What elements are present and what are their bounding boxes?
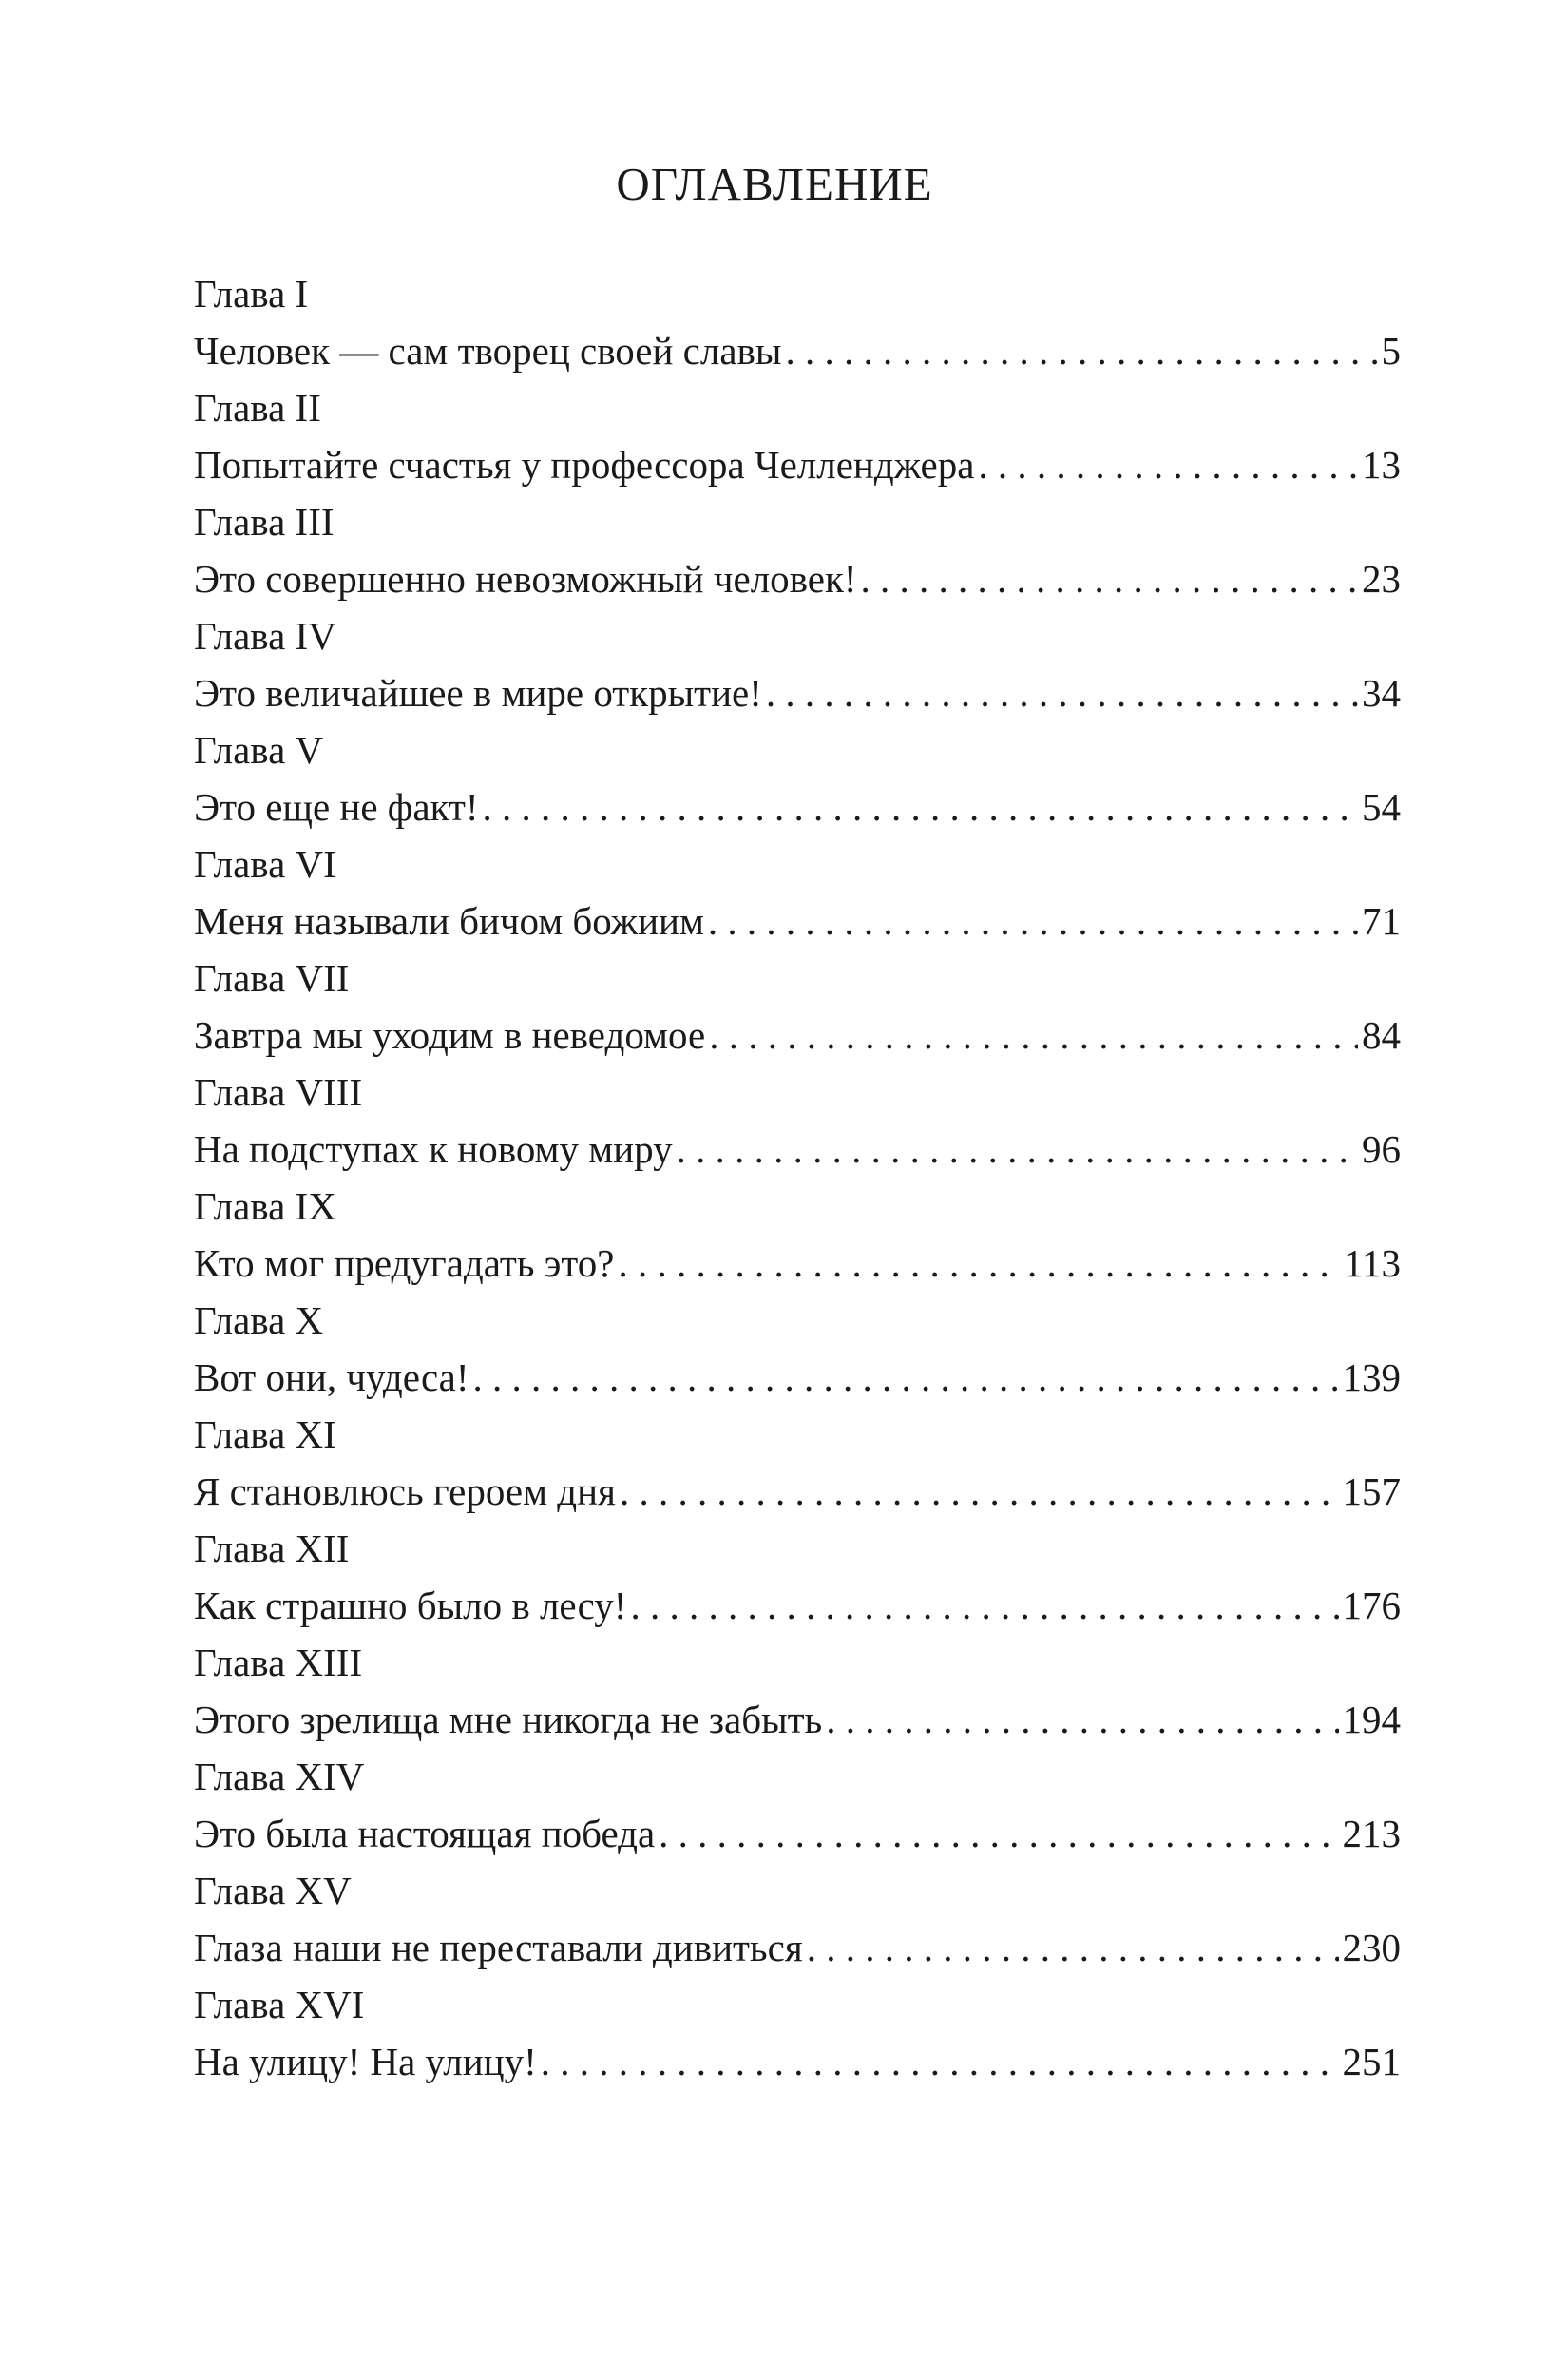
toc-entry	[194, 608, 1401, 722]
page-number: 71	[1362, 899, 1401, 943]
page-number: 139	[1342, 1355, 1401, 1399]
toc-line[interactable]	[194, 323, 1401, 380]
page-number: 251	[1342, 2040, 1401, 2083]
page-number: 23	[1362, 557, 1401, 601]
page-number: 96	[1362, 1127, 1401, 1171]
chapter-title: Это величайшее в мире открытие!	[194, 671, 762, 715]
page-title: ОГЛАВЛЕНИЕ	[616, 158, 933, 210]
dot-leader	[708, 893, 1358, 949]
dot-leader	[766, 665, 1358, 720]
toc-entry	[194, 380, 1401, 494]
toc-line[interactable]	[194, 2034, 1401, 2091]
chapter-label: Глава XII	[194, 1526, 350, 1570]
toc-line[interactable]	[194, 665, 1401, 722]
toc-entry	[194, 1635, 1401, 1749]
chapter-title: Попытайте счастья у профессора Челленджера	[194, 443, 975, 487]
dot-leader	[541, 2034, 1339, 2089]
chapter-label: Глава VIII	[194, 1070, 363, 1114]
toc-line[interactable]	[194, 1236, 1401, 1293]
toc-line[interactable]	[194, 1692, 1401, 1749]
page-number: 213	[1342, 1812, 1401, 1855]
page-number: 230	[1342, 1926, 1401, 1969]
toc-entry	[194, 494, 1401, 608]
chapter-label: Глава III	[194, 500, 335, 544]
dot-leader	[620, 1464, 1339, 1519]
toc-entry	[194, 1521, 1401, 1635]
toc-entry	[194, 950, 1401, 1065]
chapter-title: Как страшно было в лесу!	[194, 1583, 627, 1627]
page-number: 13	[1362, 443, 1401, 487]
toc-entry	[194, 1407, 1401, 1521]
table-of-contents	[194, 266, 1401, 2091]
page-number: 54	[1362, 785, 1401, 829]
toc-entry	[194, 1065, 1401, 1179]
dot-leader	[826, 1692, 1338, 1747]
chapter-label: Глава XV	[194, 1869, 352, 1912]
toc-line[interactable]	[194, 1464, 1401, 1521]
toc-line[interactable]	[194, 779, 1401, 836]
page-number: 176	[1342, 1583, 1401, 1627]
dot-leader	[978, 437, 1358, 492]
chapter-label: Глава IX	[194, 1184, 336, 1228]
chapter-label: Глава V	[194, 728, 324, 772]
toc-line[interactable]	[194, 1350, 1401, 1407]
page-number: 5	[1381, 329, 1401, 373]
toc-line[interactable]	[194, 1920, 1401, 1977]
page-number: 194	[1342, 1698, 1401, 1741]
toc-line[interactable]	[194, 1008, 1401, 1065]
chapter-title: Я становлюсь героем дня	[194, 1469, 616, 1513]
page-number: 34	[1362, 671, 1401, 715]
chapter-title: Завтра мы уходим в неведомое	[194, 1013, 706, 1057]
chapter-label: Глава XIII	[194, 1641, 363, 1684]
chapter-title: Человек — сам творец своей славы	[194, 329, 782, 373]
chapter-title: Меня называли бичом божиим	[194, 899, 704, 943]
chapter-title: Это еще не факт!	[194, 785, 479, 829]
chapter-label: Глава VII	[194, 956, 350, 1000]
toc-line[interactable]	[194, 1806, 1401, 1863]
chapter-title: Это совершенно невозможный человек!	[194, 557, 857, 601]
chapter-title: Этого зрелища мне никогда не забыть	[194, 1698, 823, 1741]
toc-entry	[194, 836, 1401, 950]
chapter-title: На подступах к новому миру	[194, 1127, 673, 1171]
chapter-title: Это была настоящая победа	[194, 1812, 656, 1855]
chapter-label: Глава XIV	[194, 1755, 365, 1798]
chapter-label: Глава I	[194, 272, 309, 316]
dot-leader	[709, 1008, 1358, 1063]
page-number: 113	[1344, 1241, 1401, 1285]
toc-entry	[194, 722, 1401, 836]
dot-leader	[861, 551, 1358, 606]
page-number: 84	[1362, 1013, 1401, 1057]
chapter-label: Глава XVI	[194, 1983, 365, 2026]
dot-leader	[483, 779, 1358, 835]
page-number: 157	[1342, 1469, 1401, 1513]
toc-line[interactable]	[194, 893, 1401, 950]
toc-line[interactable]	[194, 1122, 1401, 1179]
toc-line[interactable]	[194, 437, 1401, 494]
dot-leader	[473, 1350, 1339, 1405]
toc-entry	[194, 1977, 1401, 2091]
toc-line[interactable]	[194, 1578, 1401, 1635]
toc-entry	[194, 266, 1401, 380]
chapter-title: Глаза наши не переставали дивиться	[194, 1926, 803, 1969]
chapter-label: Глава VI	[194, 842, 336, 886]
toc-entry	[194, 1863, 1401, 1977]
dot-leader	[618, 1236, 1340, 1291]
chapter-label: Глава IV	[194, 614, 336, 658]
toc-entry	[194, 1179, 1401, 1293]
chapter-label: Глава X	[194, 1298, 324, 1342]
dot-leader	[785, 323, 1377, 378]
dot-leader	[677, 1122, 1358, 1177]
dot-leader	[807, 1920, 1339, 1975]
toc-entry	[194, 1293, 1401, 1407]
chapter-title: Кто мог предугадать это?	[194, 1241, 615, 1285]
dot-leader	[630, 1578, 1338, 1633]
toc-line[interactable]	[194, 551, 1401, 608]
dot-leader	[659, 1806, 1338, 1861]
chapter-title: Вот они, чудеса!	[194, 1355, 469, 1399]
toc-entry	[194, 1749, 1401, 1863]
chapter-title: На улицу! На улицу!	[194, 2040, 537, 2083]
chapter-label: Глава II	[194, 386, 321, 430]
chapter-label: Глава XI	[194, 1412, 336, 1456]
